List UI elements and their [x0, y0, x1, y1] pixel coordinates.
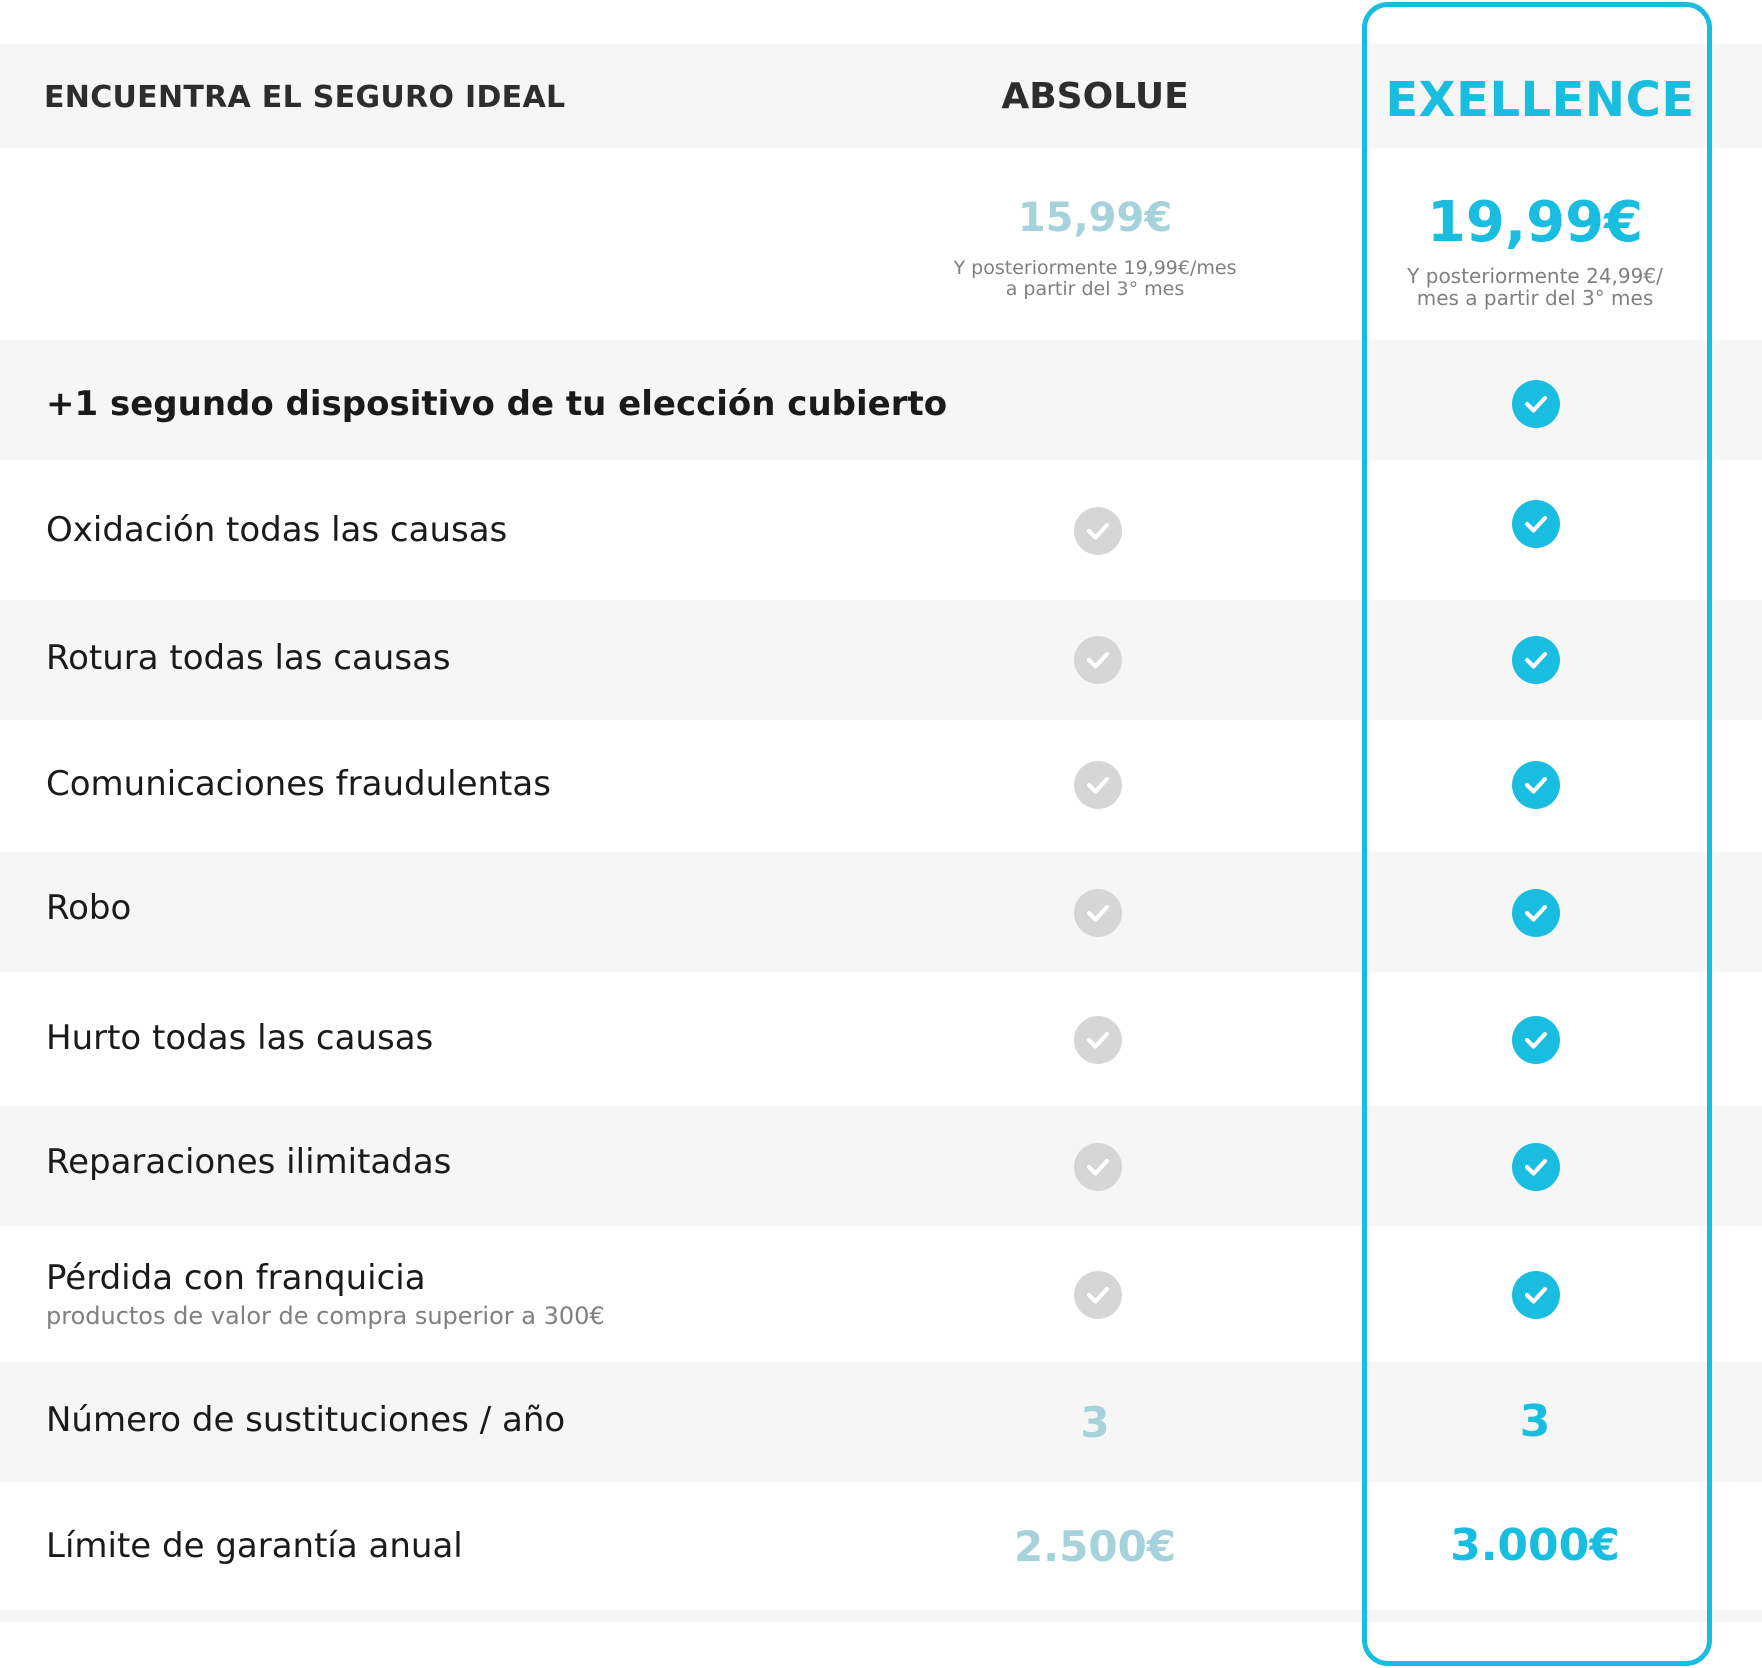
check-icon — [1512, 1016, 1560, 1064]
plan-exellence-price-note-line: mes a partir del 3° mes — [1416, 286, 1654, 310]
plan-absolue-price-note-line: a partir del 3° mes — [1005, 278, 1185, 300]
feature-label: Pérdida con franquicia — [46, 1258, 426, 1298]
plan-exellence-price-note — [1370, 265, 1700, 309]
plan-absolue-name: ABSOLUE — [1001, 76, 1189, 117]
table-title: ENCUENTRA EL SEGURO IDEAL — [44, 80, 566, 115]
check-icon — [1512, 380, 1560, 428]
feature-label: +1 segundo dispositivo de tu elección cubierto — [46, 384, 948, 424]
feature-label: Reparaciones ilimitadas — [46, 1142, 452, 1182]
feature-label: Rotura todas las causas — [46, 638, 451, 678]
check-icon — [1512, 1271, 1560, 1319]
plan-exellence-price: 19,99€ — [1426, 190, 1644, 255]
check-icon — [1512, 500, 1560, 548]
plan-absolue-price: 15,99€ — [1017, 195, 1173, 241]
check-icon — [1512, 1143, 1560, 1191]
feature-label: Límite de garantía anual — [46, 1526, 463, 1566]
row-band — [0, 852, 1762, 972]
check-icon — [1074, 1143, 1122, 1191]
plan-absolue-price-note — [935, 258, 1255, 300]
check-icon — [1512, 761, 1560, 809]
feature-label: Número de sustituciones / año — [46, 1400, 566, 1440]
feature-label: Robo — [46, 888, 132, 928]
feature-label: Oxidación todas las causas — [46, 510, 508, 550]
plan-exellence-value: 3 — [1519, 1396, 1551, 1447]
check-icon — [1512, 636, 1560, 684]
feature-label: Comunicaciones fraudulentas — [46, 764, 551, 804]
plan-exellence-value: 3.000€ — [1450, 1520, 1620, 1571]
feature-note: productos de valor de compra superior a 300€ — [46, 1302, 605, 1330]
plan-exellence-price-note-line: Y posteriormente 24,99€/ — [1407, 264, 1663, 288]
check-icon — [1512, 889, 1560, 937]
check-icon — [1074, 1016, 1122, 1064]
feature-label: Hurto todas las causas — [46, 1018, 434, 1058]
footer-band — [0, 1610, 1762, 1622]
check-icon — [1074, 761, 1122, 809]
check-icon — [1074, 889, 1122, 937]
plan-exellence-name: EXELLENCE — [1385, 72, 1695, 128]
plan-absolue-value: 2.500€ — [1013, 1522, 1177, 1571]
plan-absolue-value: 3 — [1080, 1398, 1110, 1447]
plan-absolue-price-note-line: Y posteriormente 19,99€/mes — [953, 257, 1237, 279]
check-icon — [1074, 1271, 1122, 1319]
check-icon — [1074, 636, 1122, 684]
check-icon — [1074, 507, 1122, 555]
